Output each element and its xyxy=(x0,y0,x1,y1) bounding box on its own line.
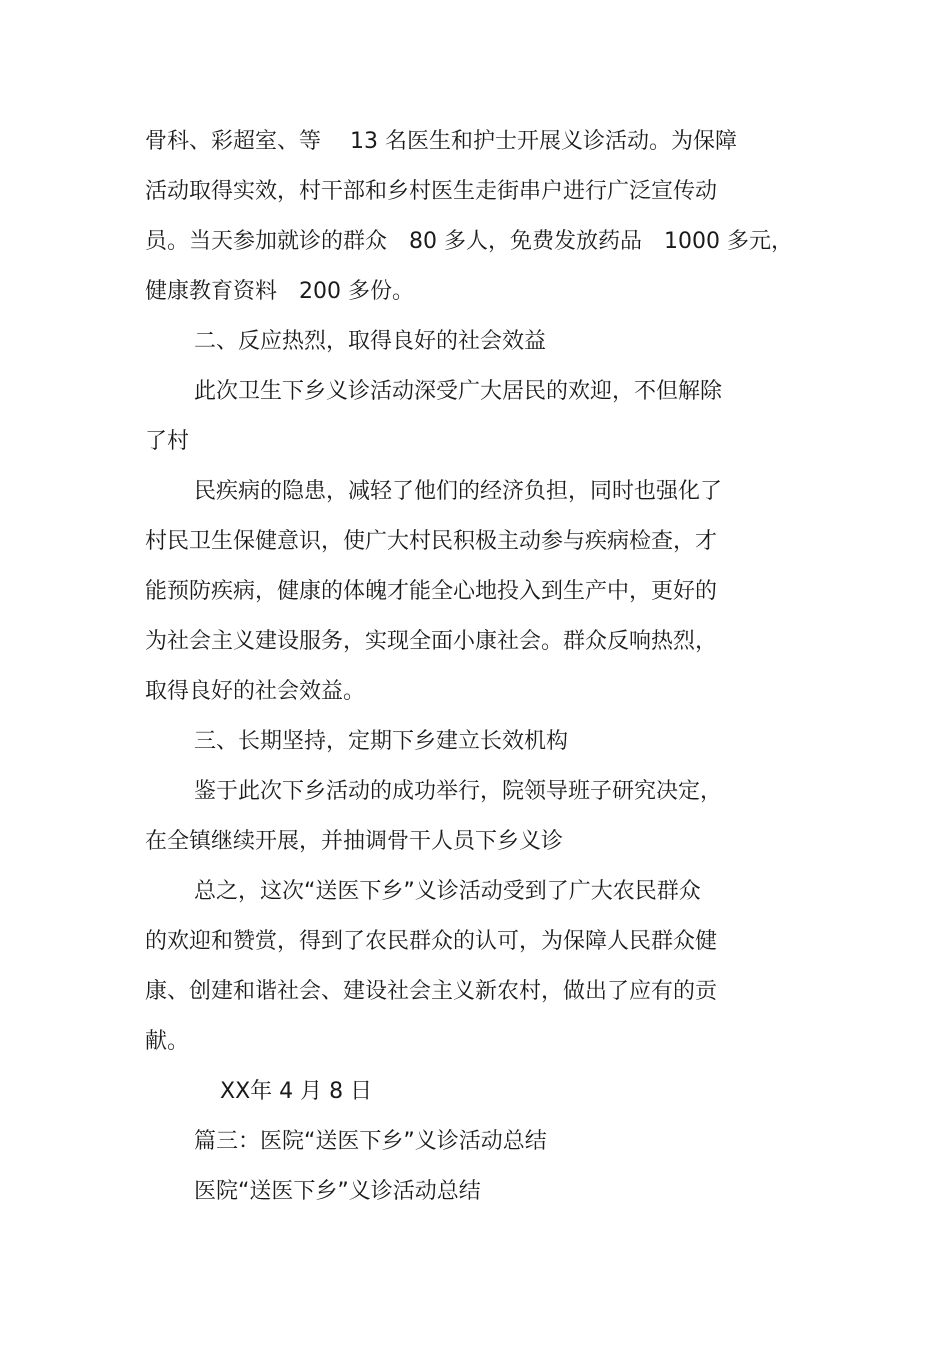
body-text-line: 村民卫生保健意识，使广大村民积极主动参与疾病检查，才 xyxy=(145,529,718,554)
body-text-line: 鉴于此次下乡活动的成功举行，院领导班子研究决定， xyxy=(194,779,723,804)
body-text-line: 员。当天参加就诊的群众 80 多人，免费发放药品 1000 多元， xyxy=(145,229,793,254)
body-text-line: 献。 xyxy=(145,1029,190,1054)
chapter-title: 篇三：医院“送医下乡”义诊活动总结 xyxy=(194,1129,547,1154)
body-text-line: 骨科、彩超室、等 13 名医生和护士开展义诊活动。为保障 xyxy=(145,129,737,154)
body-text-line: 了村 xyxy=(145,429,190,454)
body-text-line: 在全镇继续开展，并抽调骨干人员下乡义诊 xyxy=(145,829,564,854)
body-text-line: 康、创建和谐社会、建设社会主义新农村，做出了应有的贡 xyxy=(145,979,718,1004)
body-text-line: 民疾病的隐患，减轻了他们的经济负担，同时也强化了 xyxy=(194,479,723,504)
section-heading: 二、反应热烈，取得良好的社会效益 xyxy=(194,329,547,354)
body-text-line: 总之，这次“送医下乡”义诊活动受到了广大农民群众 xyxy=(194,879,701,904)
body-text-line: 活动取得实效，村干部和乡村医生走街串户进行广泛宣传动 xyxy=(145,179,718,204)
body-text-line: 为社会主义建设服务，实现全面小康社会。群众反响热烈， xyxy=(145,629,718,654)
body-text-line: 取得良好的社会效益。 xyxy=(145,679,366,704)
body-text-line: 健康教育资料 200 多份。 xyxy=(145,279,414,304)
body-text-line: 的欢迎和赞赏，得到了农民群众的认可，为保障人民群众健 xyxy=(145,929,718,954)
section-heading: 三、长期坚持，定期下乡建立长效机构 xyxy=(194,729,569,754)
article-title: 医院“送医下乡”义诊活动总结 xyxy=(194,1179,481,1204)
body-text-line: 此次卫生下乡义诊活动深受广大居民的欢迎，不但解除 xyxy=(194,379,723,404)
date-line: XX年 4 月 8 日 xyxy=(220,1079,373,1104)
body-text-line: 能预防疾病，健康的体魄才能全心地投入到生产中，更好的 xyxy=(145,579,718,604)
